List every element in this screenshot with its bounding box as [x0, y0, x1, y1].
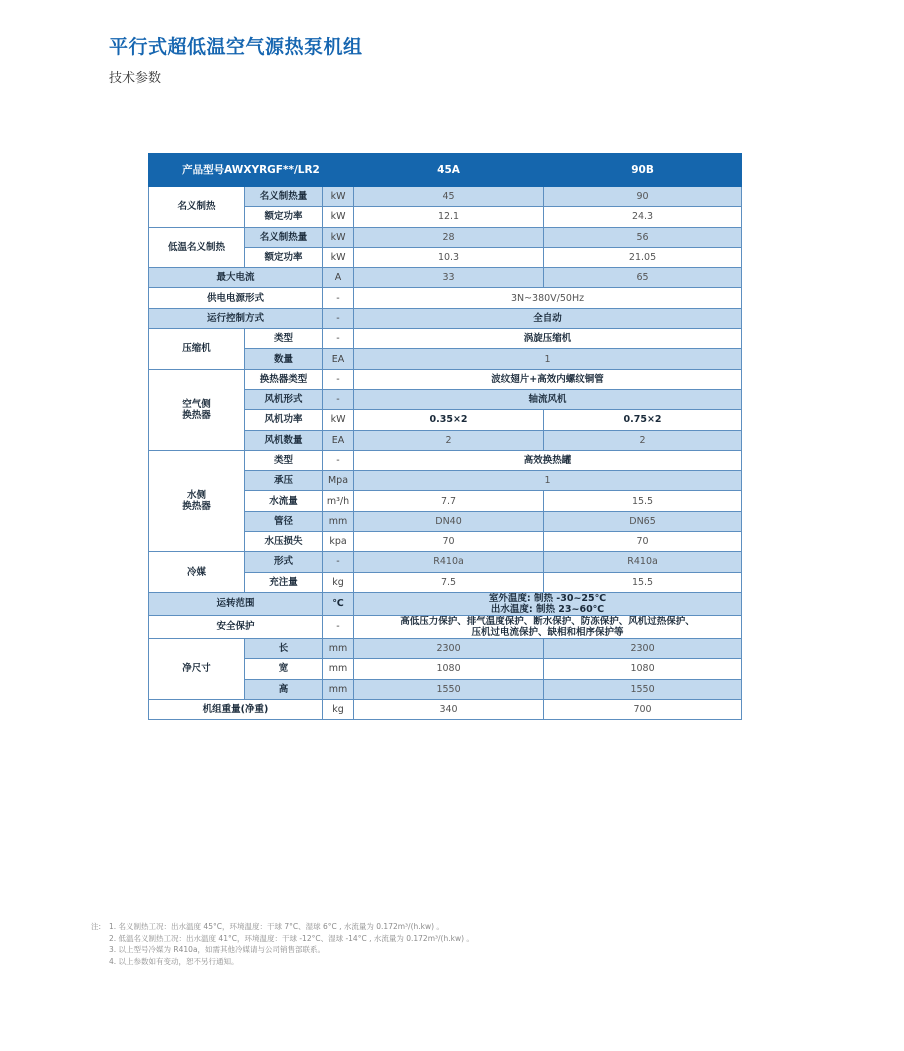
row-unit: EA — [323, 349, 354, 369]
value-90b: 15.5 — [544, 572, 742, 592]
table-row — [149, 329, 742, 349]
value-safety — [354, 615, 742, 638]
value-90b: R410a — [544, 552, 742, 572]
row-unit: mm — [323, 679, 354, 699]
row-unit: - — [323, 369, 354, 389]
value-45a: 1550 — [354, 679, 544, 699]
table-row — [149, 308, 742, 328]
group-air-hx: 空气侧 换热器 — [149, 369, 245, 450]
row-label: 承压 — [245, 471, 323, 491]
row-unit: - — [323, 450, 354, 470]
value-90b: 21.05 — [544, 247, 742, 267]
row-unit: kW — [323, 247, 354, 267]
table-row — [149, 592, 742, 615]
value-45a: 2300 — [354, 638, 544, 658]
group-nominal-heating: 名义制热 — [149, 187, 245, 228]
row-unit: - — [323, 308, 354, 328]
row-label: 宽 — [245, 659, 323, 679]
header-model: 产品型号AWXYRGF**/LR2 — [149, 154, 354, 187]
value-45a: 7.7 — [354, 491, 544, 511]
row-label: 水流量 — [245, 491, 323, 511]
row-label-weight: 机组重量(净重) — [149, 699, 323, 719]
row-label: 名义制热量 — [245, 187, 323, 207]
value-hx-type: 波纹翅片+高效内螺纹铜管 — [354, 369, 742, 389]
row-label-max-current: 最大电流 — [149, 268, 323, 288]
table-row — [149, 187, 742, 207]
value-90b: 2 — [544, 430, 742, 450]
value-pressure: 1 — [354, 471, 742, 491]
group-low-temp-heating: 低温名义制热 — [149, 227, 245, 268]
row-label: 形式 — [245, 552, 323, 572]
value-45a: 12.1 — [354, 207, 544, 227]
operating-range-line-2: 出水温度: 制热 23~60℃ — [490, 603, 605, 615]
value-power-supply: 3N~380V/50Hz — [354, 288, 742, 308]
value-45a: 0.35×2 — [354, 410, 544, 430]
value-45a: 2 — [354, 430, 544, 450]
row-label: 风机形式 — [245, 389, 323, 409]
footnote-prefix: 注: — [91, 922, 102, 931]
group-refrigerant: 冷媒 — [149, 552, 245, 593]
value-compressor-type: 涡旋压缩机 — [354, 329, 742, 349]
table-row — [149, 288, 742, 308]
row-unit: ℃ — [323, 592, 354, 615]
value-90b: 70 — [544, 532, 742, 552]
table-row — [149, 268, 742, 288]
row-label: 水压损失 — [245, 532, 323, 552]
row-unit: m³/h — [323, 491, 354, 511]
group-compressor: 压缩机 — [149, 329, 245, 370]
table-header-row — [149, 154, 742, 187]
row-label-power-supply: 供电电源形式 — [149, 288, 323, 308]
value-45a: R410a — [354, 552, 544, 572]
value-45a: 28 — [354, 227, 544, 247]
table-row — [149, 369, 742, 389]
footnote: 4. 以上参数如有变动，恕不另行通知。 — [109, 956, 239, 966]
value-control: 全自动 — [354, 308, 742, 328]
row-label: 名义制热量 — [245, 227, 323, 247]
value-90b: 2300 — [544, 638, 742, 658]
footnotes — [91, 921, 474, 967]
row-label: 类型 — [245, 450, 323, 470]
value-fan-type: 轴流风机 — [354, 389, 742, 409]
value-45a: 7.5 — [354, 572, 544, 592]
row-unit: kW — [323, 207, 354, 227]
row-unit: A — [323, 268, 354, 288]
row-unit: - — [323, 389, 354, 409]
group-water-hx: 水侧 换热器 — [149, 450, 245, 551]
row-label: 充注量 — [245, 572, 323, 592]
value-90b: 65 — [544, 268, 742, 288]
row-unit: kg — [323, 572, 354, 592]
footnote: 2. 低温名义制热工况：出水温度 41°C，环境温度：干球 -12°C、湿球 -14°C , 水流量为 0.172m³/(h.kw) 。 — [109, 933, 474, 943]
value-45a: 1080 — [354, 659, 544, 679]
row-label: 额定功率 — [245, 247, 323, 267]
value-45a: 45 — [354, 187, 544, 207]
row-label-control: 运行控制方式 — [149, 308, 323, 328]
value-45a: 340 — [354, 699, 544, 719]
row-label-safety: 安全保护 — [149, 615, 323, 638]
safety-line-1: 高低压力保护、排气温度保护、断水保护、防冻保护、风机过热保护、 — [400, 615, 695, 627]
value-90b: 90 — [544, 187, 742, 207]
value-compressor-qty: 1 — [354, 349, 742, 369]
spec-table — [148, 153, 742, 720]
row-unit: kpa — [323, 532, 354, 552]
value-90b: 15.5 — [544, 491, 742, 511]
row-unit: EA — [323, 430, 354, 450]
row-label: 管径 — [245, 511, 323, 531]
safety-line-2: 压机过电流保护、缺相和相序保护等 — [471, 626, 624, 638]
row-label: 风机数量 — [245, 430, 323, 450]
row-unit: mm — [323, 511, 354, 531]
row-label: 类型 — [245, 329, 323, 349]
operating-range-line-1: 室外温度: 制热 -30~25℃ — [488, 592, 607, 604]
header-col-45a: 45A — [354, 154, 544, 187]
table-row — [149, 227, 742, 247]
value-90b: 56 — [544, 227, 742, 247]
value-water-hx-type: 高效换热罐 — [354, 450, 742, 470]
value-90b: 0.75×2 — [544, 410, 742, 430]
value-90b: 1080 — [544, 659, 742, 679]
row-unit: - — [323, 288, 354, 308]
row-unit: kW — [323, 410, 354, 430]
value-45a: DN40 — [354, 511, 544, 531]
value-90b: 700 — [544, 699, 742, 719]
row-unit: kW — [323, 227, 354, 247]
row-unit: mm — [323, 638, 354, 658]
row-unit: - — [323, 552, 354, 572]
page-title: 平行式超低温空气源热泵机组 — [109, 36, 363, 58]
table-row — [149, 699, 742, 719]
value-90b: 1550 — [544, 679, 742, 699]
row-label: 风机功率 — [245, 410, 323, 430]
group-dimensions: 净尺寸 — [149, 638, 245, 699]
row-label-operating-range: 运转范围 — [149, 592, 323, 615]
value-operating-range — [354, 592, 742, 615]
row-label: 额定功率 — [245, 207, 323, 227]
row-unit: - — [323, 329, 354, 349]
row-label: 换热器类型 — [245, 369, 323, 389]
header-col-90b: 90B — [544, 154, 742, 187]
table-row — [149, 615, 742, 638]
row-unit: Mpa — [323, 471, 354, 491]
row-unit: mm — [323, 659, 354, 679]
footnote: 3. 以上型号冷媒为 R410a，如需其他冷媒请与公司销售部联系。 — [109, 945, 326, 954]
value-45a: 70 — [354, 532, 544, 552]
row-label: 长 — [245, 638, 323, 658]
row-unit: - — [323, 615, 354, 638]
row-unit: kW — [323, 187, 354, 207]
value-45a: 33 — [354, 268, 544, 288]
value-45a: 10.3 — [354, 247, 544, 267]
row-unit: kg — [323, 699, 354, 719]
page-subtitle: 技术参数 — [109, 71, 162, 86]
row-label: 数量 — [245, 349, 323, 369]
table-row — [149, 450, 742, 470]
table-row — [149, 552, 742, 572]
value-90b: 24.3 — [544, 207, 742, 227]
row-label: 高 — [245, 679, 323, 699]
footnote: 注: 1. 名义制热工况：出水温度 45°C，环境温度：干球 7°C、湿球 6°C , 水流量为 0.172m³/(h.kw) 。 — [91, 922, 444, 931]
value-90b: DN65 — [544, 511, 742, 531]
table-row — [149, 638, 742, 658]
